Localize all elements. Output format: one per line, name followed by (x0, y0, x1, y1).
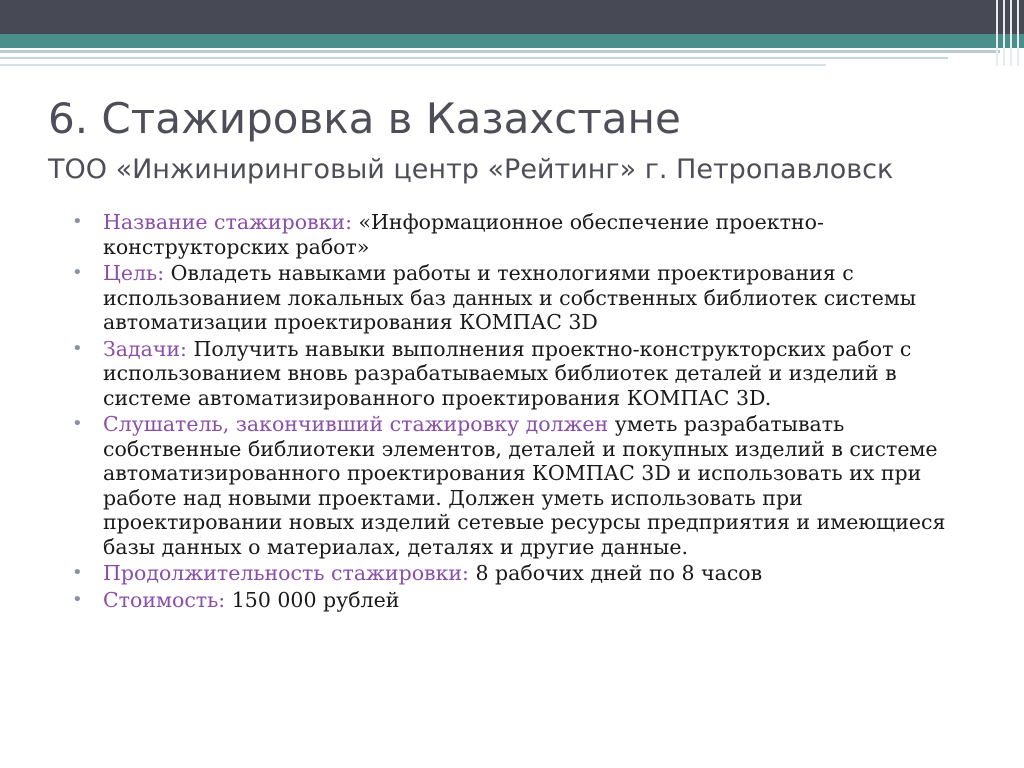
list-item-cost (72, 588, 972, 613)
item-label: Название стажировки: (103, 210, 352, 234)
list-item-duration (72, 561, 972, 586)
header-decor-vline (1003, 0, 1005, 66)
header-decor-line (0, 64, 826, 66)
item-label: Слушатель, закончивший стажировку должен (103, 412, 609, 436)
list-item-goal (72, 261, 972, 335)
bullet-icon: • (72, 262, 83, 283)
header-decor-vline (996, 0, 998, 66)
item-label: Продолжительность стажировки: (103, 561, 469, 585)
bullet-icon: • (72, 337, 83, 359)
bullet-icon: • (72, 588, 83, 610)
list-item-outcomes (72, 412, 972, 559)
item-text: Овладеть навыками работы и технологиями проектирования с использованием локальных баз данных и собственных библиотек системы автоматизации проектирования КОМПАС 3D (103, 261, 917, 334)
header-decor-vline (1017, 0, 1019, 66)
item-label: Стоимость: (103, 587, 226, 612)
bullet-list (72, 210, 972, 614)
header-dark-bar (0, 0, 1024, 34)
slide-title: 6. Стажировка в Казахстане (48, 94, 681, 143)
item-label: Задачи: (103, 336, 187, 361)
bullet-icon: • (72, 562, 83, 583)
item-text: «Информационное обеспечение проектно-конструкторских работ» (103, 210, 824, 259)
slide-subtitle: ТОО «Инжиниринговый центр «Рейтинг» г. Петропавловск (48, 154, 894, 185)
header-decor-vline (1010, 0, 1012, 66)
bullet-icon: • (72, 211, 83, 232)
header-teal-band (0, 34, 1024, 48)
list-item-internship-name (72, 210, 972, 259)
list-item-tasks (72, 337, 972, 411)
bullet-icon: • (72, 413, 83, 434)
item-label: Цель: (103, 261, 165, 285)
item-text: 150 000 рублей (225, 587, 400, 612)
item-text: 8 рабочих дней по 8 часов (468, 561, 763, 585)
header-decor-line (0, 57, 948, 59)
item-text: Получить навыки выполнения проектно-конструкторских работ с использованием вновь разрабатываемых библиотек деталей и изделий в системе автоматизированного проектирования КОМПАС 3D. (103, 336, 912, 410)
item-text: уметь разрабатывать собственные библиотеки элементов, деталей и покупных изделий в системе автоматизированного проектирования КОМПАС 3D и использовать их при работе над новыми проектами. Должен уметь использовать при проектировании новых изделий сетевые ресурсы предприятия и имеющиеся базы данных о материалах, деталях и другие данные. (103, 412, 946, 559)
header-decor-line (0, 50, 1000, 53)
